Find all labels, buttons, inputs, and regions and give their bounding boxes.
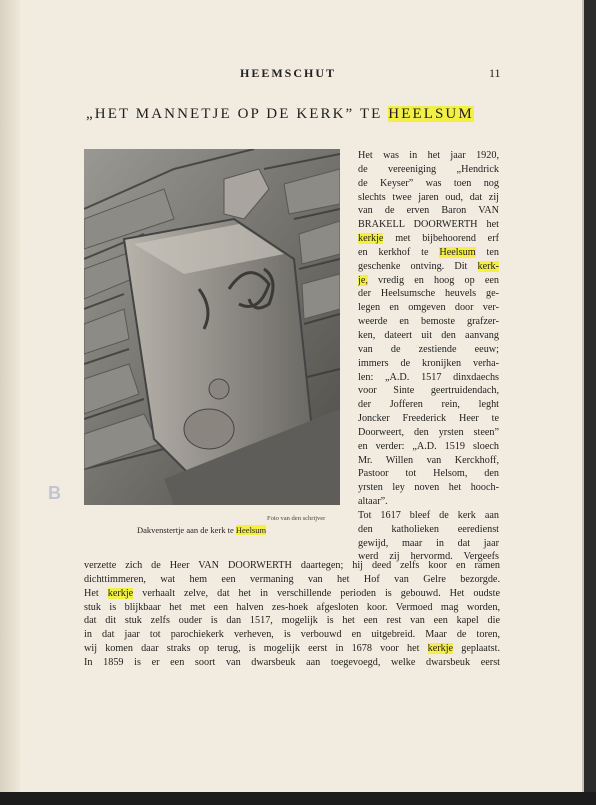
text-run: van de erven Baron VAN [358,205,499,217]
text-line [84,614,500,628]
text-run: dichttimmeren, wat hem een vermaning van het Hof van Gelre bezorgde. [84,573,500,585]
dormer-photo-illustration [84,149,340,505]
text-run: verhaalt zelve, dat het in verschillende perioden is gebouwd. Het oudste [133,587,500,599]
page-number: 11 [489,66,501,80]
text-run: yrsten ley noven het hooch- [358,482,499,494]
text-run: van de zestiende eeuw; [358,343,499,355]
text-line [358,260,499,274]
text-run: gewijd, maar in dat jaar [358,537,499,549]
article-title [86,106,506,123]
text-run: voor Sinte geertruidendach, [358,385,499,397]
text-line [358,204,499,218]
text-run: wij komen daar straks op terug, is mogelijk eerst in 1678 voor het [84,643,428,655]
text-run: geplaatst. [453,643,500,655]
text-run: werd zij hervormd. Vergeefs [358,551,499,563]
text-run: de vereeniging „Hendrick [358,163,499,175]
text-run: Het was in het jaar 1920, [358,150,499,161]
text-line [358,329,499,343]
caption-text: Dakvenstertje aan de kerk te [137,525,236,535]
text-run: altaar”. [358,496,388,508]
text-line [84,573,500,587]
text-line [358,177,499,191]
text-run: In 1859 is er een soort van dwarsbeuk aan toegevoegd, welke dwarsbeuk eerst [84,656,500,668]
body-text-column [358,149,499,564]
text-line [358,191,499,205]
text-line [358,509,499,523]
text-run: BRAKELL DOORWERTH het [358,219,499,231]
text-run: verzette zich de Heer VAN DOORWERTH daartegen; hij deed zelfs koor en ramen [84,560,500,571]
body-text-full-width [84,559,500,670]
text-run: Pastoor tot Helsom, den [358,468,499,480]
text-run: slechts twee jaren oud, dat zij [358,191,499,203]
text-line [358,398,499,412]
text-run: immers de kronijken verha- [358,357,499,369]
text-run: de Keyser” was toen nog [358,177,499,189]
text-line [358,412,499,426]
text-line [358,357,499,371]
text-line [84,587,500,601]
text-run: ken, dateert uit den aanvang [358,329,499,341]
text-line [84,601,500,615]
title-highlight: HEELSUM [388,106,474,122]
search-highlight: kerkje [107,587,134,599]
text-line [358,246,499,260]
photo-credit: Foto van den schrijver [267,515,326,522]
text-run: der Heelsumsche heuvels ge- [358,288,499,300]
text-run: stuk is blijkbaar het met een halven zes-hoek afgesloten koor. Vermoed mag worden, [84,601,500,613]
text-run: Joncker Freederick Heer te [358,413,499,425]
photo-caption [137,525,266,535]
search-highlight: kerk- [477,260,499,272]
running-head: HEEMSCHUT [240,66,337,80]
text-run: Mr. Willen van Kerckhoff, [358,454,499,466]
text-line [358,384,499,398]
search-highlight: kerkje [427,643,454,655]
text-line [358,232,499,246]
text-run: Het [84,587,108,599]
text-run: Tot 1617 bleef de kerk aan [358,509,499,521]
library-stamp: B [48,483,61,503]
dormer-photo [84,149,340,505]
title-text: „HET MANNETJE OP DE KERK” TE [86,106,389,122]
text-line [358,371,499,385]
text-line [358,301,499,315]
text-line [84,656,500,670]
text-line [358,440,499,454]
page-gutter [0,0,20,792]
text-run: in dat jaar tot parochiekerk verheven, is verbouwd en uitgebreid. Maar de toren, [84,629,500,641]
text-run: weerde en bemoste grafzer- [358,316,499,328]
text-line [358,537,499,551]
text-line [358,481,499,495]
text-run: der Jofferen rein, leght [358,399,499,411]
text-line [358,426,499,440]
text-run: legen en omgeven door ver- [358,302,499,314]
text-line [358,163,499,177]
text-line [358,523,499,537]
text-line [358,343,499,357]
text-line [358,287,499,301]
text-run: dat dit stuk zelfs ouder is dan 1517, mogelijk is het een rest van een kapel die [84,615,500,627]
text-line [358,315,499,329]
text-run: met bijbehoorend erf [383,233,499,245]
search-highlight: je, [358,274,368,286]
search-highlight: Heelsum [439,246,476,258]
text-run: Doorweert, den yrsten steen” [358,426,499,438]
text-line [358,149,499,163]
text-run: en verder: „A.D. 1519 sloech [358,440,499,452]
text-line [358,218,499,232]
text-run: geschenke ontving. Dit [358,260,478,272]
text-run: vredig en hoog op een [367,274,499,286]
text-run: len: „A.D. 1517 dinxdaechs [358,371,499,383]
text-line [84,628,500,642]
caption-highlight: Heelsum [235,525,267,535]
text-run: ten [475,246,499,258]
text-line [84,642,500,656]
text-run: den katholieken eeredienst [358,523,499,535]
text-line [358,274,499,288]
text-line [84,559,500,573]
text-run: en kerkhof te [358,246,440,258]
text-line [358,467,499,481]
text-line [358,495,499,509]
search-highlight: kerkje [358,233,384,245]
text-line [358,454,499,468]
scan-background [0,792,596,805]
